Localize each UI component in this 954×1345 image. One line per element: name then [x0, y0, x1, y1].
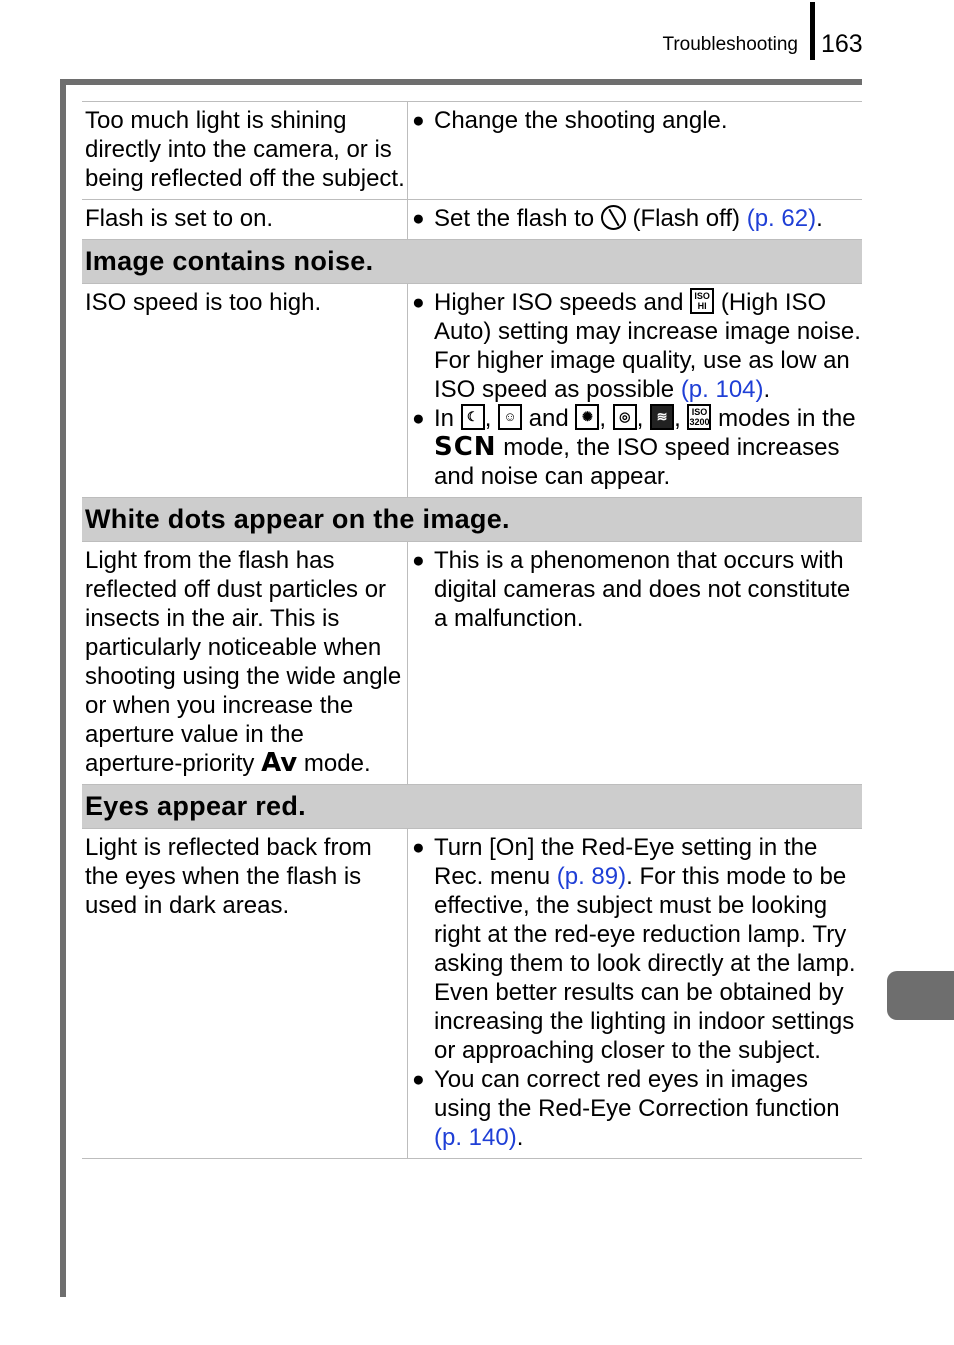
section-heading-red-eye: Eyes appear red.	[82, 784, 862, 828]
chapter-thumb-tab	[887, 971, 954, 1020]
text-span: .	[763, 376, 771, 403]
text-span: Set the flash to	[434, 205, 595, 232]
text-span: . For this mode to be effective, the subject must be looking right at the red-eye reduction lamp. Try asking them to look directly at the lamp.	[434, 863, 856, 977]
bullet-item	[412, 404, 862, 491]
bullet-item	[412, 833, 862, 1065]
bullet-icon: ●	[412, 1068, 425, 1091]
text-span: (High ISO Auto) setting may increase image noise. For higher image quality, use as low an ISO speed as possible	[434, 289, 861, 403]
solution-text	[434, 1065, 862, 1152]
solution-text	[434, 833, 862, 1065]
cause-cell: Flash is set to on.	[82, 200, 408, 239]
page-link[interactable]: (p. 89)	[556, 863, 627, 890]
table-row	[82, 283, 862, 497]
text-span: modes in the	[718, 405, 856, 432]
bullet-icon: ●	[412, 836, 425, 859]
cause-cell: ISO speed is too high.	[82, 284, 408, 497]
icon-glyph: ISO 3200	[689, 407, 710, 427]
aquarium-icon: ≋	[650, 404, 674, 430]
text-span: .	[516, 1124, 524, 1151]
solution-text: This is a phenomenon that occurs with digital cameras and does not constitute a malfunction.	[434, 547, 851, 632]
text-span: Light from the flash has reflected off dust particles or insects in the air. This is particularly noticeable when shooting using the wide angle or when you increase the aperture value in the aperture-priority	[85, 547, 402, 777]
bullet-item	[412, 1065, 862, 1152]
text-span: (Flash off)	[632, 205, 741, 232]
bullet-icon: ●	[412, 407, 425, 430]
flash-off-icon	[601, 205, 626, 230]
table-row	[82, 828, 862, 1159]
text-span: You can correct red eyes in images using the Red-Eye Correction function	[434, 1066, 840, 1122]
text-span: mode, the ISO speed increases and noise can appear.	[434, 434, 840, 490]
page-link[interactable]: (p. 62)	[746, 205, 817, 232]
cause-cell: Too much light is shining directly into the camera, or is being reflected off the subject.	[82, 102, 408, 199]
night-snapshot-icon: ☾	[461, 404, 485, 430]
section-heading-white-dots: White dots appear on the image.	[82, 497, 862, 541]
frame-left-bar	[60, 79, 66, 1297]
solution-text	[434, 204, 823, 233]
text-span: Even better results can be obtained by increasing the lighting in indoor settings or approaching closer to the subject.	[434, 979, 855, 1064]
table-row	[82, 541, 862, 784]
solution-text: In ☾ , ☺ and ✺ , ◎ , ≋ , ISO 3200 modes in the SCN mode, the ISO speed increases and noise can appear.	[434, 405, 856, 490]
cause-cell: Light is reflected back from the eyes when the flash is used in dark areas.	[82, 829, 408, 1158]
troubleshooting-table	[82, 101, 862, 1159]
bullet-item	[412, 288, 862, 404]
section-heading-noise: Image contains noise.	[82, 239, 862, 283]
solution-cell	[408, 542, 862, 784]
solution-cell	[408, 102, 862, 199]
table-row	[82, 199, 862, 239]
iso3200-icon	[687, 404, 711, 430]
bullet-icon: ●	[412, 207, 425, 230]
bullet-icon: ●	[412, 291, 425, 314]
frame-top-bar	[60, 79, 862, 85]
cause-cell	[82, 542, 408, 784]
bullet-item	[412, 546, 862, 633]
text-span: Turn [On] the Red-Eye setting in the Rec. menu	[434, 834, 818, 890]
text-span: Higher ISO speeds and	[434, 289, 684, 316]
bullet-icon: ●	[412, 109, 425, 132]
text-span: and	[528, 405, 569, 432]
solution-cell	[408, 200, 862, 239]
iso-hi-icon	[690, 288, 714, 314]
icon-glyph: ISO HI	[694, 291, 710, 311]
header-divider	[810, 2, 815, 60]
scn-mode-icon: SCN	[434, 432, 497, 462]
text-span: .	[816, 205, 823, 232]
page-number: 163	[821, 30, 863, 58]
bullet-item	[412, 204, 862, 233]
solution-text: Change the shooting angle.	[434, 107, 728, 134]
kids-pets-icon: ☺	[498, 404, 522, 430]
table-row	[82, 101, 862, 199]
bullet-icon: ●	[412, 549, 425, 572]
fireworks-icon: ✺	[575, 404, 599, 430]
av-mode-icon: Av	[261, 748, 298, 778]
text-span: In	[434, 405, 455, 432]
page-link[interactable]: (p. 140)	[434, 1124, 517, 1151]
page-link[interactable]: (p. 104)	[680, 376, 764, 403]
header-section-title: Troubleshooting	[662, 34, 798, 55]
bullet-item	[412, 106, 862, 135]
text-span: mode.	[303, 750, 371, 777]
solution-cell	[408, 829, 862, 1158]
solution-text	[434, 288, 862, 404]
underwater-icon: ◎	[613, 404, 637, 430]
solution-cell	[408, 284, 862, 497]
